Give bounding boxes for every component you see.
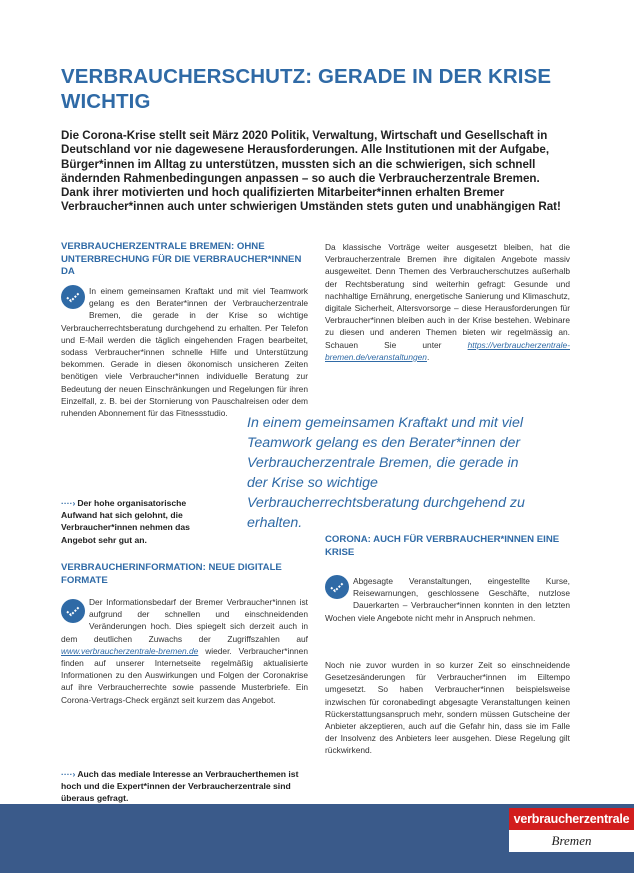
right-column-body	[325, 241, 570, 363]
section-heading-krise: CORONA: AUCH FÜR VERBRAUCHER*INNEN EINE KRISE	[325, 534, 560, 558]
section-body-information-text-2: wieder. Verbraucher*innen finden auf unserer Internetseite regelmäßig aktualisierte Informationen zu den Auswirkungen und Folgen der Coronakrise auf ihre Verbraucherrechte sowie passende Musterbriefe. Ein Corona-Vertrags-Check ergänzt seit kurzem das Angebot.	[61, 645, 308, 705]
section-body-krise-2: Noch nie zuvor wurden in so kurzer Zeit so einschneidende Gesetzesänderungen für Verbraucher*innen im Eiltempo umgesetzt. So haben Verbraucher*innen beispielsweise inzwischen für coronabedingt abgesagte Veranstaltungen keinen Rückerstattungsanspruch mehr, sondern müssen Gutscheine der Anbieter akzeptieren, auch auf die Gefahr hin, dass sie im Falle der Insolvenz des Anbieters leer ausgehen. Diese Regelung gilt rückwirkend.	[325, 660, 570, 756]
note-beratung	[61, 497, 221, 546]
website-link[interactable]: www.verbraucherzentrale-bremen.de	[61, 645, 199, 656]
section-body-beratung	[61, 285, 308, 419]
icon-spacer	[61, 596, 89, 622]
lead-paragraph: Die Corona-Krise stellt seit März 2020 Politik, Verwaltung, Wirtschaft und Gesellschaft in Deutschland vor nie dagewesene Herausforderungen. Alle Institutionen mit der Aufgabe, Bürger*innen im Alltag zu unterstützen, mussten sich an die schwierigen, sich schnell ändernden Rahmenbedingungen anpassen – so auch die Verbraucherzentrale Bremen. Dank ihrer motivierten und hoch qualifizierten Mitarbeiter*innen erhalten Bremer Verbraucher*innen auch unter schwierigen Umständen stets guten und unabhängigen Rat!	[61, 129, 561, 214]
icon-spacer	[61, 285, 89, 311]
section-body-information-text: Der Informationsbedarf der Bremer Verbraucher*innen ist aufgrund der schnellen und einschneidenden Veränderungen hoch. Dies spiegelt sich derzeit auch in dem deutlichen Zuwachs der Zugriffszahlen auf	[61, 597, 308, 644]
logo	[509, 808, 634, 852]
note-information	[61, 768, 308, 805]
section-body-krise	[325, 575, 570, 624]
section-body-information	[61, 596, 308, 706]
right-column-text: Da klassische Vorträge weiter ausgesetzt bleiben, hat die Verbraucherzentrale Bremen ihre digitalen Angebote massiv ausgeweitet. Denn Themen des Verbraucherschutzes außerhalb der Rechtsberatung sind weiterhin gefragt: Gesunde und nachhaltige Ernährung, energetische Sanierung und Klimaschutz, digitale Sicherheit, Altersvorsorge – diese Herausforderungen für Verbraucher*innen bleiben auch in der Krise bestehen. Webinare zu diesen und anderen Themen bieten wir regelmässig an. Schauen Sie unter	[325, 242, 570, 350]
icon-spacer	[325, 575, 353, 601]
note-information-text: Auch das mediale Interesse an Verbraucherthemen ist hoch und die Expert*innen der Verbraucherzentrale sind überaus gefragt.	[61, 769, 299, 804]
right-column-text-end: .	[426, 351, 430, 362]
section-heading-information: VERBRAUCHERINFORMATION: NEUE DIGITALE FORMATE	[61, 562, 282, 586]
section-heading-beratung: VERBRAUCHERZENTRALE BREMEN: OHNE UNTERBRECHUNG FÜR DIE VERBRAUCHER*INNEN DA	[61, 241, 302, 277]
arrow-icon: ····›	[61, 769, 76, 779]
arrow-icon: ····›	[61, 498, 76, 508]
page-title: VERBRAUCHERSCHUTZ: GERADE IN DER KRISE WICHTIG	[61, 65, 552, 113]
logo-wordmark: verbraucherzentrale	[509, 808, 634, 830]
pull-quote: In einem gemeinsamen Kraftakt und mit viel Teamwork gelang es den Berater*innen der Verbraucherzentrale Bremen, die gerade in der Krise so wichtige Verbraucherrechtsberatung durchgehend zu erhalten.	[247, 415, 525, 531]
section-body-krise-text: Abgesagte Veranstaltungen, eingestellte Kurse, Reisewarnungen, geschlossene Geschäfte, nutzlose Dauerkarten – Verbraucher*innen konnten in den letzten Wochen viele Angebote nicht mehr in Anspruch nehmen.	[325, 576, 570, 623]
section-body-beratung-text: In einem gemeinsamen Kraftakt und mit viel Teamwork gelang es den Berater*innen der Verbraucherzentrale Bremen, die gerade in der Krise so wichtige Verbraucherrechtsberatung durchgehend zu erhalten. Per Telefon und E-Mail werden die täglich eingehenden Fragen bearbeitet, sodass Verbraucher*innen schnelle Hilfe und Unterstützung bekommen. Gerade in diesen ökonomisch unsicheren Zeiten benötigen viele Verbraucher*innen individuelle Beratung zur Bedeutung der neuen Einschränkungen und Regelungen für ihren Einzelfall, z. B. bei der Stornierung von Pauschalreisen oder dem ruhenden Abonnement für das Fitnessstudio.	[61, 286, 308, 419]
logo-city: Bremen	[551, 833, 592, 848]
note-beratung-text: Der hohe organisatorische Aufwand hat sich gelohnt, die Verbraucher*innen nehmen das Angebot sehr gut an.	[61, 498, 190, 545]
events-link[interactable]: https://verbraucherzentrale-bremen.de/veranstaltungen	[325, 339, 570, 362]
